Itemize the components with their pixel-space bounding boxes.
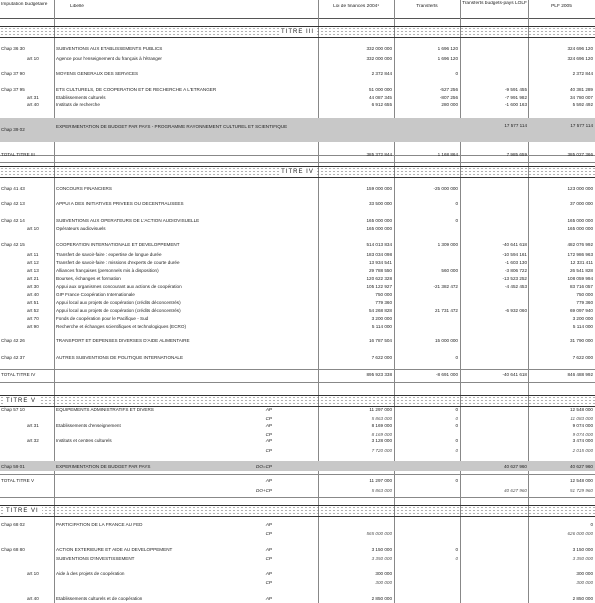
cell-imp: art 11 — [27, 252, 39, 257]
cell-n1: 120 622 328 — [366, 276, 392, 281]
cell-mk: CP — [265, 531, 272, 536]
cell-imp: art 40 — [27, 102, 39, 107]
cell-n2: -25 000 000 — [433, 186, 458, 191]
cell-n1: 8 169 000 — [371, 432, 392, 437]
cell-n2: 0 — [455, 438, 458, 443]
cell-imp: art 52 — [27, 308, 39, 313]
cell-n1: 105 122 927 — [366, 284, 392, 289]
cell-mk: AP — [265, 478, 272, 483]
cell-n4: 12 548 000 — [570, 407, 593, 412]
section-band-titre-vi — [0, 505, 595, 517]
cell-n4: 12 331 411 — [570, 260, 593, 265]
cell-n2: -21 382 472 — [433, 284, 458, 289]
cell-n4: 123 000 000 — [567, 186, 593, 191]
cell-lib: EXPERIMENTATION DE BUDGET PAR PAYS — [56, 464, 151, 469]
cell-n1: 565 000 000 — [366, 531, 392, 536]
cell-lib: CONCOURS FINANCIERS — [56, 186, 112, 191]
cell-n2: 0 — [455, 355, 458, 360]
cell-lib: Fonds de coopération pour le Pacifique - Sud — [56, 316, 149, 321]
cell-n1: 2 372 844 — [371, 71, 392, 76]
cell-n4: 11 083 000 — [570, 416, 593, 421]
cell-mk: AP — [265, 438, 272, 443]
cell-lib: SUBVENTIONS AUX OPERATEURS DE L'ACTION AUDIOVISUELLE — [56, 218, 200, 223]
cell-imp: Chap 42 26 — [1, 338, 25, 343]
cell-imp: Chap 59 01 — [1, 464, 25, 469]
cell-lib: Opérateurs audiovisuels — [56, 226, 106, 231]
cell-n4: 26 541 828 — [570, 268, 593, 273]
cell-n4: 3 150 000 — [572, 547, 593, 552]
cell-n1: 514 013 834 — [366, 242, 392, 247]
cell-lib: Aide à des projets de coopération — [56, 571, 125, 576]
cell-n2: 0 — [455, 218, 458, 223]
cell-n3: 40 627 960 — [504, 464, 527, 469]
cell-n2: 1 696 120 — [437, 46, 458, 51]
cell-mk: AP — [265, 571, 272, 576]
cell-n1: 165 000 000 — [366, 226, 392, 231]
cell-n2: 1 309 000 — [437, 242, 458, 247]
section-band-titre-iv — [0, 166, 595, 178]
cell-lib: Instituts et centres culturels — [56, 438, 112, 443]
cell-mk: DO=CP — [256, 464, 272, 469]
cell-lib: SUBVENTIONS AUX ETABLISSEMENTS PUBLICS — [56, 46, 163, 51]
cell-n4: 3 350 000 — [572, 556, 593, 561]
cell-lib: EXPERIMENTATION DE BUDGET PAR PAYS - PROGRAMME RAYONNEMENT CULTUREL ET SCIENTIFIQUE — [56, 124, 288, 129]
section-title: TITRE IV — [278, 168, 317, 176]
cell-imp: art 32 — [27, 438, 39, 443]
cell-n1: 165 000 000 — [366, 218, 392, 223]
cell-lib: Etablissements d'enseignement — [56, 423, 121, 428]
total-separator — [0, 497, 595, 498]
cell-n4: 172 986 963 — [567, 252, 593, 257]
cell-n4: 9 074 000 — [572, 423, 593, 428]
cell-n1: 5 114 000 — [371, 324, 392, 329]
cell-imp: Chap 57 10 — [1, 407, 25, 412]
cell-n2: 1 168 864 — [437, 152, 458, 157]
cell-n2: 0 — [455, 201, 458, 206]
cell-n1: 13 934 541 — [369, 260, 392, 265]
cell-mk: AP — [265, 423, 272, 428]
cell-n2: 280 000 — [441, 102, 458, 107]
cell-n4: 300 000 — [576, 580, 593, 585]
cell-imp: TOTAL TITRE III — [1, 152, 35, 157]
cell-n4: 750 000 — [576, 292, 593, 297]
section-band-titre-v — [0, 395, 595, 407]
header-imputation: Imputation budgétaire — [1, 2, 48, 7]
cell-n3: -7 991 982 — [505, 95, 527, 100]
cell-n1: 54 268 828 — [369, 308, 392, 313]
cell-n2: 0 — [455, 478, 458, 483]
cell-n3: -4 452 453 — [505, 284, 527, 289]
cell-n3: 17 577 114 — [504, 123, 527, 128]
cell-n4: 51 729 960 — [570, 488, 593, 493]
cell-lib: Etablissements culturels — [56, 95, 106, 100]
cell-mk: AP — [265, 407, 272, 412]
cell-n4: 3 200 000 — [572, 316, 593, 321]
total-separator — [0, 369, 595, 370]
cell-n4: 165 000 000 — [567, 218, 593, 223]
cell-n2: 1 696 120 — [437, 56, 458, 61]
cell-mk: CP — [265, 448, 272, 453]
cell-n1: 51 000 000 — [369, 87, 392, 92]
cell-n1: 3 150 000 — [371, 547, 392, 552]
cell-n4: 108 059 994 — [567, 276, 593, 281]
cell-n2: -8 691 000 — [436, 372, 458, 377]
cell-n1: 7 720 000 — [371, 448, 392, 453]
cell-n2: 0 — [455, 416, 458, 421]
cell-n1: 3 350 000 — [371, 556, 392, 561]
cell-imp: art 30 — [27, 284, 39, 289]
cell-n1: 750 000 — [375, 292, 392, 297]
cell-lib: Appui local aux projets de coopération (crédits déconcentrés) — [56, 300, 181, 305]
cell-n1: 33 500 000 — [369, 201, 392, 206]
section-band-titre-iii — [0, 26, 595, 38]
section-title: TITRE V — [3, 397, 39, 405]
cell-imp: art 12 — [27, 260, 39, 265]
cell-n2: 0 — [455, 71, 458, 76]
cell-n2: 21 731 472 — [435, 308, 458, 313]
cell-lib: Transfert de savoir-faire : missions d'experts de courte durée — [56, 260, 180, 265]
cell-imp: Chap 42 13 — [1, 201, 25, 206]
cell-lib: Bourses, échanges et formation — [56, 276, 121, 281]
cell-imp: Chap 42 15 — [1, 242, 25, 247]
cell-n4: 17 577 114 — [570, 123, 593, 128]
cell-lib: Recherche et échanges scientifiques et technologiques (ECRO) — [56, 324, 186, 329]
cell-n1: 300 000 — [375, 580, 392, 585]
header-transferts-lolf: Transferts budgets-pays LOLF — [462, 1, 527, 6]
cell-n1: 3 200 000 — [371, 316, 392, 321]
cell-lib: Appui aux organismes concourant aux actions de coopération — [56, 284, 182, 289]
cell-n4: 7 622 000 — [572, 355, 593, 360]
cell-lib: TRANSPORT ET DEPENSES DIVERSES D'AIDE ALIMENTAIRE — [56, 338, 190, 343]
cell-n4: 12 548 000 — [570, 478, 593, 483]
cell-n3: -9 591 455 — [505, 87, 527, 92]
cell-n1: 11 297 000 — [369, 407, 392, 412]
cell-n3: -1 603 130 — [505, 260, 527, 265]
cell-n4: 37 000 000 — [570, 201, 593, 206]
cell-imp: Chap 36 30 — [1, 46, 25, 51]
cell-imp: art 51 — [27, 300, 39, 305]
cell-n4: 324 696 120 — [567, 46, 593, 51]
cell-n1: 8 169 000 — [371, 423, 392, 428]
cell-n4: 31 790 000 — [570, 338, 593, 343]
cell-imp: art 10 — [27, 56, 39, 61]
cell-lib: Etablissements culturels et de coopération — [56, 596, 143, 601]
cell-n1: 895 923 338 — [366, 372, 392, 377]
cell-imp: art 90 — [27, 324, 39, 329]
cell-n4: 5 114 000 — [572, 324, 593, 329]
cell-n1: 385 372 844 — [366, 152, 392, 157]
cell-n4: 2 850 000 — [572, 596, 593, 601]
cell-n1: 2 850 000 — [371, 596, 392, 601]
cell-imp: Chap 37 90 — [1, 71, 25, 76]
header-libelle: Libellé — [70, 4, 84, 9]
total-separator — [0, 162, 595, 163]
cell-n3: -6 932 060 — [505, 308, 527, 313]
cell-imp: art 40 — [27, 596, 39, 601]
cell-mk: CP — [265, 580, 272, 585]
cell-imp: art 13 — [27, 268, 39, 273]
cell-n4: 165 000 000 — [567, 226, 593, 231]
cell-lib: SUBVENTIONS D'INVESTISSEMENT — [56, 556, 135, 561]
cell-n1: 16 787 504 — [369, 338, 392, 343]
cell-imp: art 10 — [27, 226, 39, 231]
cell-n4: 324 696 120 — [567, 56, 593, 61]
cell-n1: 332 000 000 — [366, 46, 392, 51]
cell-n4: 2 372 844 — [572, 71, 593, 76]
cell-imp: TOTAL TITRE IV — [1, 372, 36, 377]
cell-n2: 0 — [455, 547, 458, 552]
cell-mk: DO+CP — [256, 488, 272, 493]
cell-n4: 5 592 492 — [572, 102, 593, 107]
cell-imp: Chap 37 95 — [1, 87, 25, 92]
cell-n2: 0 — [455, 407, 458, 412]
cell-n1: 44 087 345 — [369, 95, 392, 100]
cell-mk: AP — [265, 596, 272, 601]
cell-lib: PARTICIPATION DE LA FRANCE AU FED — [56, 522, 143, 527]
cell-n3: -13 523 252 — [502, 276, 527, 281]
section-title: TITRE III — [278, 28, 317, 36]
cell-imp: art 21 — [27, 276, 39, 281]
cell-lib: Appui local aux projets de coopération (crédits déconcentrés) — [56, 308, 181, 313]
cell-n4: 40 627 960 — [570, 464, 593, 469]
cell-imp: art 31 — [27, 423, 39, 428]
cell-n4: 482 076 992 — [567, 242, 593, 247]
cell-n1: 300 000 — [375, 571, 392, 576]
cell-imp: art 31 — [27, 95, 39, 100]
cell-lib: Instituts de recherche — [56, 102, 100, 107]
cell-n1: 7 622 000 — [371, 355, 392, 360]
total-separator — [0, 474, 595, 475]
cell-imp: art 10 — [27, 571, 39, 576]
cell-n3: -40 641 618 — [502, 242, 527, 247]
cell-n4: 34 780 007 — [570, 95, 593, 100]
cell-n4: 3 474 000 — [572, 438, 593, 443]
total-separator — [0, 382, 595, 383]
cell-n4: 779 360 — [576, 300, 593, 305]
cell-n4: 83 716 057 — [570, 284, 593, 289]
cell-n1: 159 000 000 — [366, 186, 392, 191]
cell-n2: -527 256 — [439, 87, 458, 92]
cell-mk: CP — [265, 556, 272, 561]
cell-lib: AUTRES SUBVENTIONS DE POLITIQUE INTERNATIONALE — [56, 355, 184, 360]
cell-lib: Alliances françaises (personnels mis à disposition) — [56, 268, 159, 273]
cell-n1: 5 863 000 — [371, 488, 392, 493]
cell-imp: Chap 41 43 — [1, 186, 25, 191]
cell-n1: 183 034 098 — [366, 252, 392, 257]
cell-n4: 2 015 000 — [572, 448, 593, 453]
cell-n1: 11 297 000 — [369, 478, 392, 483]
cell-n2: 15 000 000 — [435, 338, 458, 343]
cell-n3: 40 627 960 — [504, 488, 527, 493]
cell-n3: -3 806 722 — [505, 268, 527, 273]
cell-n1: 3 128 000 — [371, 438, 392, 443]
cell-lib: EQUIPEMENTS ADMINISTRATIFS ET DIVERS — [56, 407, 154, 412]
cell-imp: Chap 42 14 — [1, 218, 25, 223]
cell-imp: TOTAL TITRE V — [1, 478, 35, 483]
cell-n4: 846 488 992 — [567, 372, 593, 377]
cell-lib: ACTION EXTERIEURE ET AIDE AU DEVELOPPEMENT — [56, 547, 173, 552]
cell-n4: 0 — [590, 522, 593, 527]
cell-n4: 385 027 366 — [567, 152, 593, 157]
cell-n4: 626 000 000 — [567, 531, 593, 536]
section-title: TITRE VI — [3, 507, 42, 515]
cell-n1: 29 788 550 — [369, 268, 392, 273]
cell-n1: 779 360 — [375, 300, 392, 305]
cell-imp: art 70 — [27, 316, 39, 321]
cell-n4: 300 000 — [576, 571, 593, 576]
cell-n2: -807 256 — [439, 95, 458, 100]
cell-n4: 40 381 289 — [570, 87, 593, 92]
cell-n1: 5 863 000 — [371, 416, 392, 421]
cell-n2: 0 — [455, 448, 458, 453]
cell-imp: Chap 68 02 — [1, 522, 25, 527]
header-loi-de-finances: Loi de finances 2004¹ — [333, 4, 379, 9]
cell-lib: MOYENS GENERAUX DES SERVICES — [56, 71, 139, 76]
header-plf: PLF 2005 — [551, 4, 572, 9]
cell-imp: art 40 — [27, 292, 39, 297]
table-header — [0, 0, 595, 19]
cell-mk: CP — [265, 432, 272, 437]
header-transferts: Transferts — [416, 4, 438, 9]
cell-n3: -40 641 618 — [502, 372, 527, 377]
cell-n1: 6 912 655 — [371, 102, 392, 107]
cell-lib: GIP France Coopération Internationale — [56, 292, 135, 297]
cell-n2: 0 — [455, 556, 458, 561]
cell-lib: Transfert de savoir-faire : expertise de longue durée — [56, 252, 162, 257]
cell-n3: -1 600 163 — [505, 102, 527, 107]
cell-n2: 560 000 — [441, 268, 458, 273]
cell-imp: Chap 39 02 — [1, 127, 25, 132]
cell-mk: CP — [265, 416, 272, 421]
cell-n1: 332 000 000 — [366, 56, 392, 61]
cell-n3: -10 594 161 — [502, 252, 527, 257]
cell-mk: AP — [265, 522, 272, 527]
cell-imp: Chap 42 37 — [1, 355, 25, 360]
cell-n4: 69 097 940 — [570, 308, 593, 313]
cell-lib: Agence pour l'enseignement du français à l'étranger — [56, 56, 162, 61]
cell-lib: COOPERATION INTERNATIONALE ET DEVELOPPEMENT — [56, 242, 180, 247]
cell-n4: 9 074 000 — [572, 432, 593, 437]
cell-mk: AP — [265, 547, 272, 552]
cell-lib: APPUI A DES INITIATIVES PRIVEES OU DECENTRALISEES — [56, 201, 184, 206]
cell-n3: 7 985 659 — [506, 152, 527, 157]
cell-imp: Chap 68 80 — [1, 547, 25, 552]
cell-n2: 0 — [455, 423, 458, 428]
cell-lib: ETS CULTURELS, DE COOPERATION ET DE RECHERCHE A L'ETRANGER — [56, 87, 217, 92]
